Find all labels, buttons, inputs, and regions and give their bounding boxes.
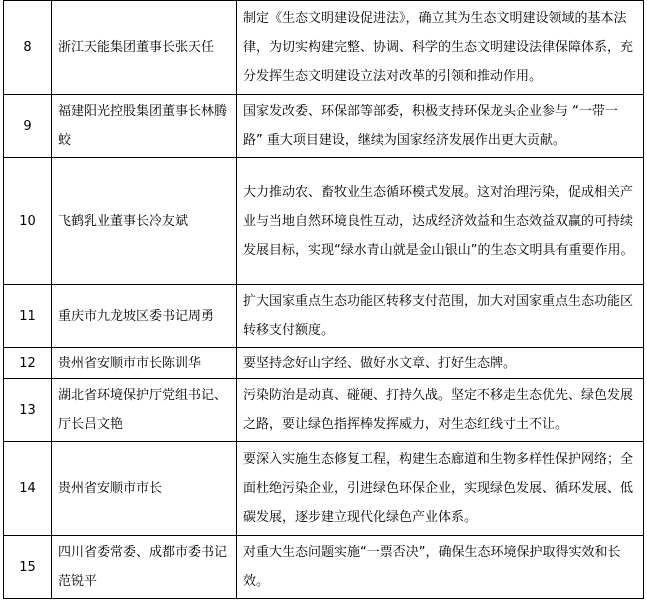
row-person: 贵州省安顺市市长陈训华 [52, 348, 237, 379]
row-person: 四川省委常委、成都市委书记范锐平 [52, 536, 237, 599]
row-content: 扩大国家重点生态功能区转移支付范围，加大对国家重点生态功能区转移支付额度。 [237, 285, 644, 348]
row-person: 飞鹤乳业董事长冷友斌 [52, 158, 237, 285]
row-person: 湖北省环境保护厅党组书记、厅长吕文艳 [52, 379, 237, 442]
row-number: 9 [4, 95, 52, 158]
row-content: 对重大生态问题实施“一票否决”，确保生态环境保护取得实效和长效。 [237, 536, 644, 599]
row-content: 污染防治是动真、碰硬、打持久战。坚定不移走生态优先、绿色发展之路，要让绿色指挥棒发挥威力，对生态红线寸土不让。 [237, 379, 644, 442]
row-person: 福建阳光控股集团董事长林腾蛟 [52, 95, 237, 158]
row-content: 要坚持念好山字经、做好水文章、打好生态牌。 [237, 348, 644, 379]
table-row [4, 442, 644, 536]
row-number: 13 [4, 379, 52, 442]
table-row [4, 379, 644, 442]
row-person: 浙江天能集团董事长张天任 [52, 1, 237, 95]
table-row [4, 348, 644, 379]
table-row [4, 95, 644, 158]
row-content: 国家发改委、环保部等部委，积极支持环保龙头企业参与 “一带一路” 重大项目建设，继续为国家经济发展作出更大贡献。 [237, 95, 644, 158]
row-number: 8 [4, 1, 52, 95]
table-row [4, 285, 644, 348]
row-person: 重庆市九龙坡区委书记周勇 [52, 285, 237, 348]
table-row [4, 1, 644, 95]
row-number: 15 [4, 536, 52, 599]
row-number: 11 [4, 285, 52, 348]
row-number: 14 [4, 442, 52, 536]
row-number: 12 [4, 348, 52, 379]
row-content: 大力推动农、畜牧业生态循环模式发展。这对治理污染，促成相关产业与当地自然环境良性互动，达成经济效益和生态效益双赢的可持续发展目标，实现“绿水青山就是金山银山”的生态文明具有重要作用。 [237, 158, 644, 285]
table-row [4, 536, 644, 599]
row-person: 贵州省安顺市市长 [52, 442, 237, 536]
table-row [4, 158, 644, 285]
row-number: 10 [4, 158, 52, 285]
row-content: 制定《生态文明建设促进法》，确立其为生态文明建设领域的基本法律，为切实构建完整、协调、科学的生态文明建设法律保障体系，充分发挥生态文明建设立法对改革的引领和推动作用。 [237, 1, 644, 95]
row-content: 要深入实施生态修复工程，构建生态廊道和生物多样性保护网络；全面杜绝污染企业，引进绿色环保企业，实现绿色发展、循环发展、低碳发展，逐步建立现代化绿色产业体系。 [237, 442, 644, 536]
proposals-table [3, 0, 644, 599]
